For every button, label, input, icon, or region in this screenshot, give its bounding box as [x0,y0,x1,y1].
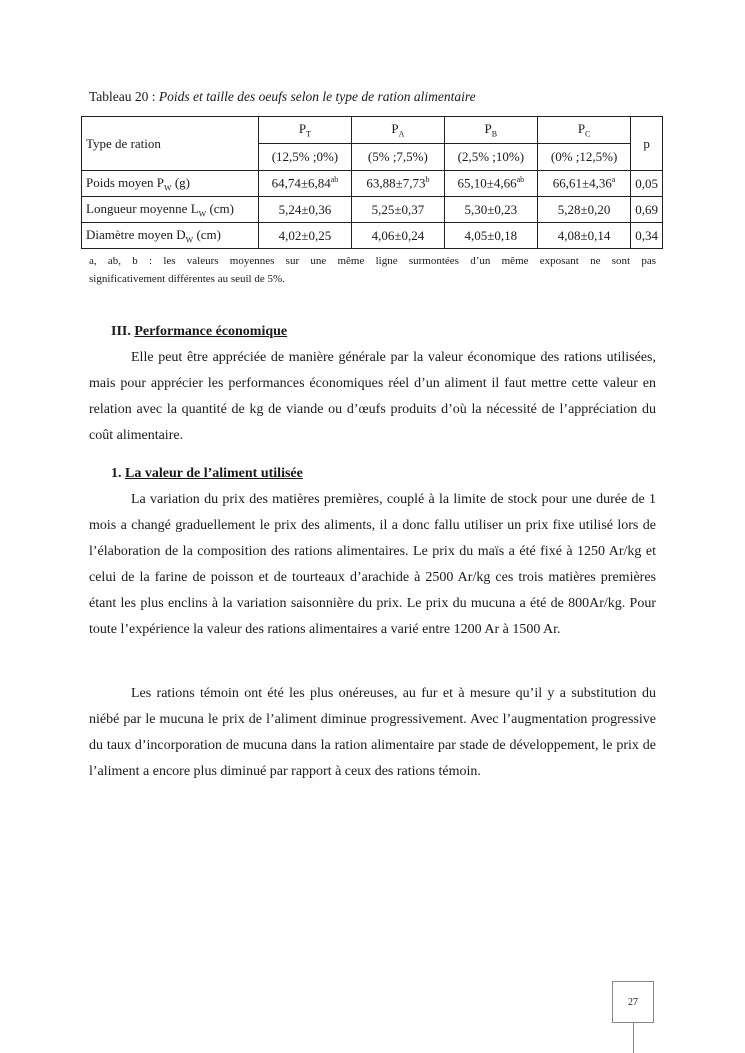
row-label: Diamètre moyen $D_W$ (cm) [82,223,259,249]
table-cell: 4,06±0,24 [352,223,445,249]
table-row [82,171,663,197]
table-row [82,223,663,249]
table-cell: 65,10±4,66$^{ab}$ [444,171,537,197]
p-value: 0,69 [631,197,663,223]
row-label: Longueur moyenne $L_W$ (cm) [82,197,259,223]
header-ration-type: Type de ration [82,117,259,171]
table-cell: 4,08±0,14 [537,223,630,249]
table-cell: 63,88±7,73$^b$ [352,171,445,197]
table-cell: 64,74±6,84$^{ab}$ [258,171,351,197]
table-cell: 66,61±4,36$^a$ [537,171,630,197]
table-cell: 5,30±0,23 [444,197,537,223]
paragraph: Elle peut être appréciée de manière générale par la valeur économique des rations utilisées, mais pour apprécier les performances économiques réel d’un aliment il faut mettre cette valeur en relation avec la quantité de kg de viande ou d’œufs produits d’où la nécessité de l’appréciation du coût alimentaire. [89,350,656,443]
table-title: Poids et taille des oeufs selon le type de ration alimentaire [158,89,476,104]
table-row [82,197,663,223]
p-value: 0,05 [631,171,663,197]
table-cell: 4,05±0,18 [444,223,537,249]
range-pt: (12,5% ;0%) [258,144,351,171]
header-p: p [631,117,663,171]
paragraph: La variation du prix des matières premières, couplé à la limite de stock pour une durée de 1 mois a changé graduellement le prix des aliments, il a donc fallu utiliser un prix fixe utilisé lors de l’élaboration de la composition des rations alimentaires. Le prix du maïs a été fixé à 1250 Ar/kg et celui de la farine de poisson et de tourteaux d’arachide à 2500 Ar/kg ces trois matières premières étant les plus enclins à la variation saisonnière du prix. Le prix du mucuna a été de 800Ar/kg. Pour toute l’expérience la valeur des rations alimentaires a varié entre 1200 Ar à 1500 Ar. [89,492,656,637]
range-pb: (2,5% ;10%) [444,144,537,171]
range-pa: (5% ;7,5%) [352,144,445,171]
page-number: 27 [612,981,654,1023]
header-pa: $P_A$ [352,117,445,144]
section-heading: III. Performance économique [111,324,288,339]
page-number-rule [633,1023,634,1053]
header-pt: $P_T$ [258,117,351,144]
table-header-row [82,117,663,144]
range-pc: (0% ;12,5%) [537,144,630,171]
table-caption: Tableau 20 : Poids et taille des oeufs selon le type de ration alimentaire [89,89,476,104]
header-pb: $P_B$ [444,117,537,144]
paragraph: Les rations témoin ont été les plus onéreuses, au fur et à mesure qu’il y a substitution du niébé par le mucuna le prix de l’aliment diminue progressivement. Avec l’augmentation progressive du taux d’incorporation de mucuna dans la ration alimentaire par stade de développement, le prix de l’aliment a encore plus diminué par rapport à ceux des rations témoin. [89,686,656,779]
table-cell: 4,02±0,25 [258,223,351,249]
table-footnote-cont: significativement différentes au seuil de 5%. [89,273,285,285]
row-label: Poids moyen $P_W$ (g) [82,171,259,197]
header-pc: $P_C$ [537,117,630,144]
table-cell: 5,24±0,36 [258,197,351,223]
table-cell: 5,28±0,20 [537,197,630,223]
subsection-heading: 1. La valeur de l’aliment utilisée [111,466,303,481]
table-cell: 5,25±0,37 [352,197,445,223]
p-value: 0,34 [631,223,663,249]
table-footnote: a, ab, b : les valeurs moyennes sur une même ligne surmontées d’un même exposant ne sont pas [89,255,656,267]
results-table [81,116,663,249]
